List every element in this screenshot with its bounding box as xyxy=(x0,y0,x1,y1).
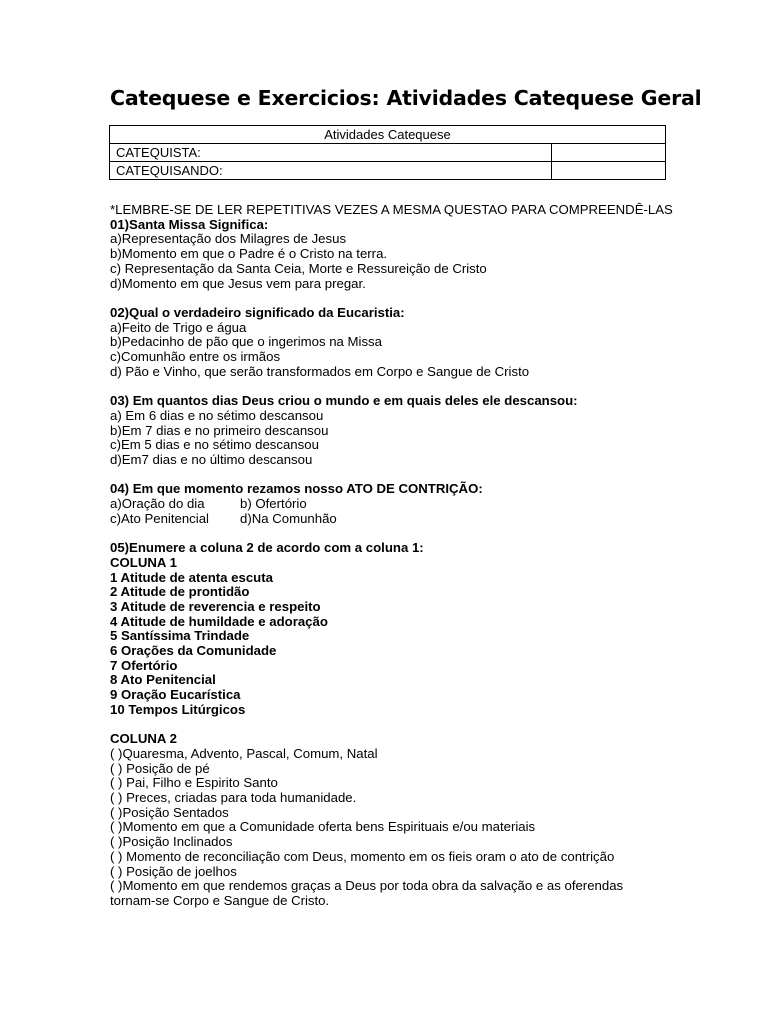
column-2-item: ( )Posição Inclinados xyxy=(110,834,233,850)
column-1-item: 2 Atitude de prontidão xyxy=(110,584,250,600)
catequisando-label: CATEQUISANDO: xyxy=(110,162,552,180)
question-1-option-c: c) Representação da Santa Ceia, Morte e Ressureição de Cristo xyxy=(110,260,487,276)
column-1-item: 6 Orações da Comunidade xyxy=(110,643,277,659)
column-1-item: 5 Santíssima Trindade xyxy=(110,628,250,644)
column-2-item: ( )Momento em que a Comunidade oferta bens Espirituais e/ou materiais xyxy=(110,819,536,835)
question-4-option-d: d)Na Comunhão xyxy=(240,510,337,526)
question-3-option-b: b)Em 7 dias e no primeiro descansou xyxy=(110,422,329,438)
question-1: 01)Santa Missa Significa: xyxy=(110,216,269,232)
question-1-option-d: d)Momento em que Jesus vem para pregar. xyxy=(110,275,366,291)
question-4-option-c: c)Ato Penitencial xyxy=(110,510,209,526)
column-2-item: ( )Quaresma, Advento, Pascal, Comum, Natal xyxy=(110,745,378,761)
catequista-label: CATEQUISTA: xyxy=(110,144,552,162)
question-2-option-c: c)Comunhão entre os irmãos xyxy=(110,349,281,365)
page-title: Catequese e Exercicios: Atividades Catequese Geral xyxy=(110,86,702,110)
column-2-item: ( )Momento em que rendemos graças a Deus por toda obra da salvação e as oferendas tornam-se Corpo e Sangue de Cristo. xyxy=(110,878,624,908)
column-2-item: ( ) Momento de reconciliação com Deus, momento em os fieis oram o ato de contrição xyxy=(110,848,615,864)
catequista-field[interactable] xyxy=(552,144,666,162)
question-4-option-b: b) Ofertório xyxy=(240,496,307,512)
exercise-content xyxy=(110,203,710,909)
question-3-option-d: d)Em7 dias e no último descansou xyxy=(110,451,313,467)
notice-text: *LEMBRE-SE DE LER REPETITIVAS VEZES A MESMA QUESTAO PARA COMPREENDÊ-LAS xyxy=(110,202,673,217)
question-3-option-a: a) Em 6 dias e no sétimo descansou xyxy=(110,407,324,423)
question-2: 02)Qual o verdadeiro significado da Eucaristia: xyxy=(110,304,405,320)
column-2-item: ( )Posição Sentados xyxy=(110,804,229,820)
question-2-option-d: d) Pão e Vinho, que serão transformados em Corpo e Sangue de Cristo xyxy=(110,363,530,379)
question-4-option-a: a)Oração do dia xyxy=(110,496,205,512)
column-1-item: 8 Ato Penitencial xyxy=(110,672,216,688)
question-4: 04) Em que momento rezamos nosso ATO DE CONTRIÇÃO: xyxy=(110,481,483,497)
column-1-item: 4 Atitude de humildade e adoração xyxy=(110,613,328,629)
column-1-item: 9 Oração Eucarística xyxy=(110,687,241,703)
column-2-item: ( ) Posição de pé xyxy=(110,760,210,776)
question-2-option-b: b)Pedacinho de pão que o ingerimos na Missa xyxy=(110,334,382,350)
column-2-title: COLUNA 2 xyxy=(110,731,177,747)
question-2-option-a: a)Feito de Trigo e água xyxy=(110,319,247,335)
column-2-item: ( ) Preces, criadas para toda humanidade. xyxy=(110,790,357,806)
column-1-item: 3 Atitude de reverencia e respeito xyxy=(110,598,321,614)
column-2-item: ( ) Posição de joelhos xyxy=(110,863,237,879)
question-1-option-b: b)Momento em que o Padre é o Cristo na terra. xyxy=(110,246,388,262)
question-3: 03) Em quantos dias Deus criou o mundo e em quais deles ele descansou: xyxy=(110,393,578,409)
column-1-item: 10 Tempos Litúrgicos xyxy=(110,701,246,717)
column-2-item: ( ) Pai, Filho e Espirito Santo xyxy=(110,775,278,791)
question-1-option-a: a)Representação dos Milagres de Jesus xyxy=(110,231,347,247)
info-table xyxy=(109,125,666,180)
question-5: 05)Enumere a coluna 2 de acordo com a coluna 1: xyxy=(110,540,424,556)
column-1-title: COLUNA 1 xyxy=(110,554,177,570)
column-1-item: 7 Ofertório xyxy=(110,657,178,673)
column-1-item: 1 Atitude de atenta escuta xyxy=(110,569,273,585)
info-table-header: Atividades Catequese xyxy=(110,126,666,144)
catequisando-field[interactable] xyxy=(552,162,666,180)
question-3-option-c: c)Em 5 dias e no sétimo descansou xyxy=(110,437,319,453)
